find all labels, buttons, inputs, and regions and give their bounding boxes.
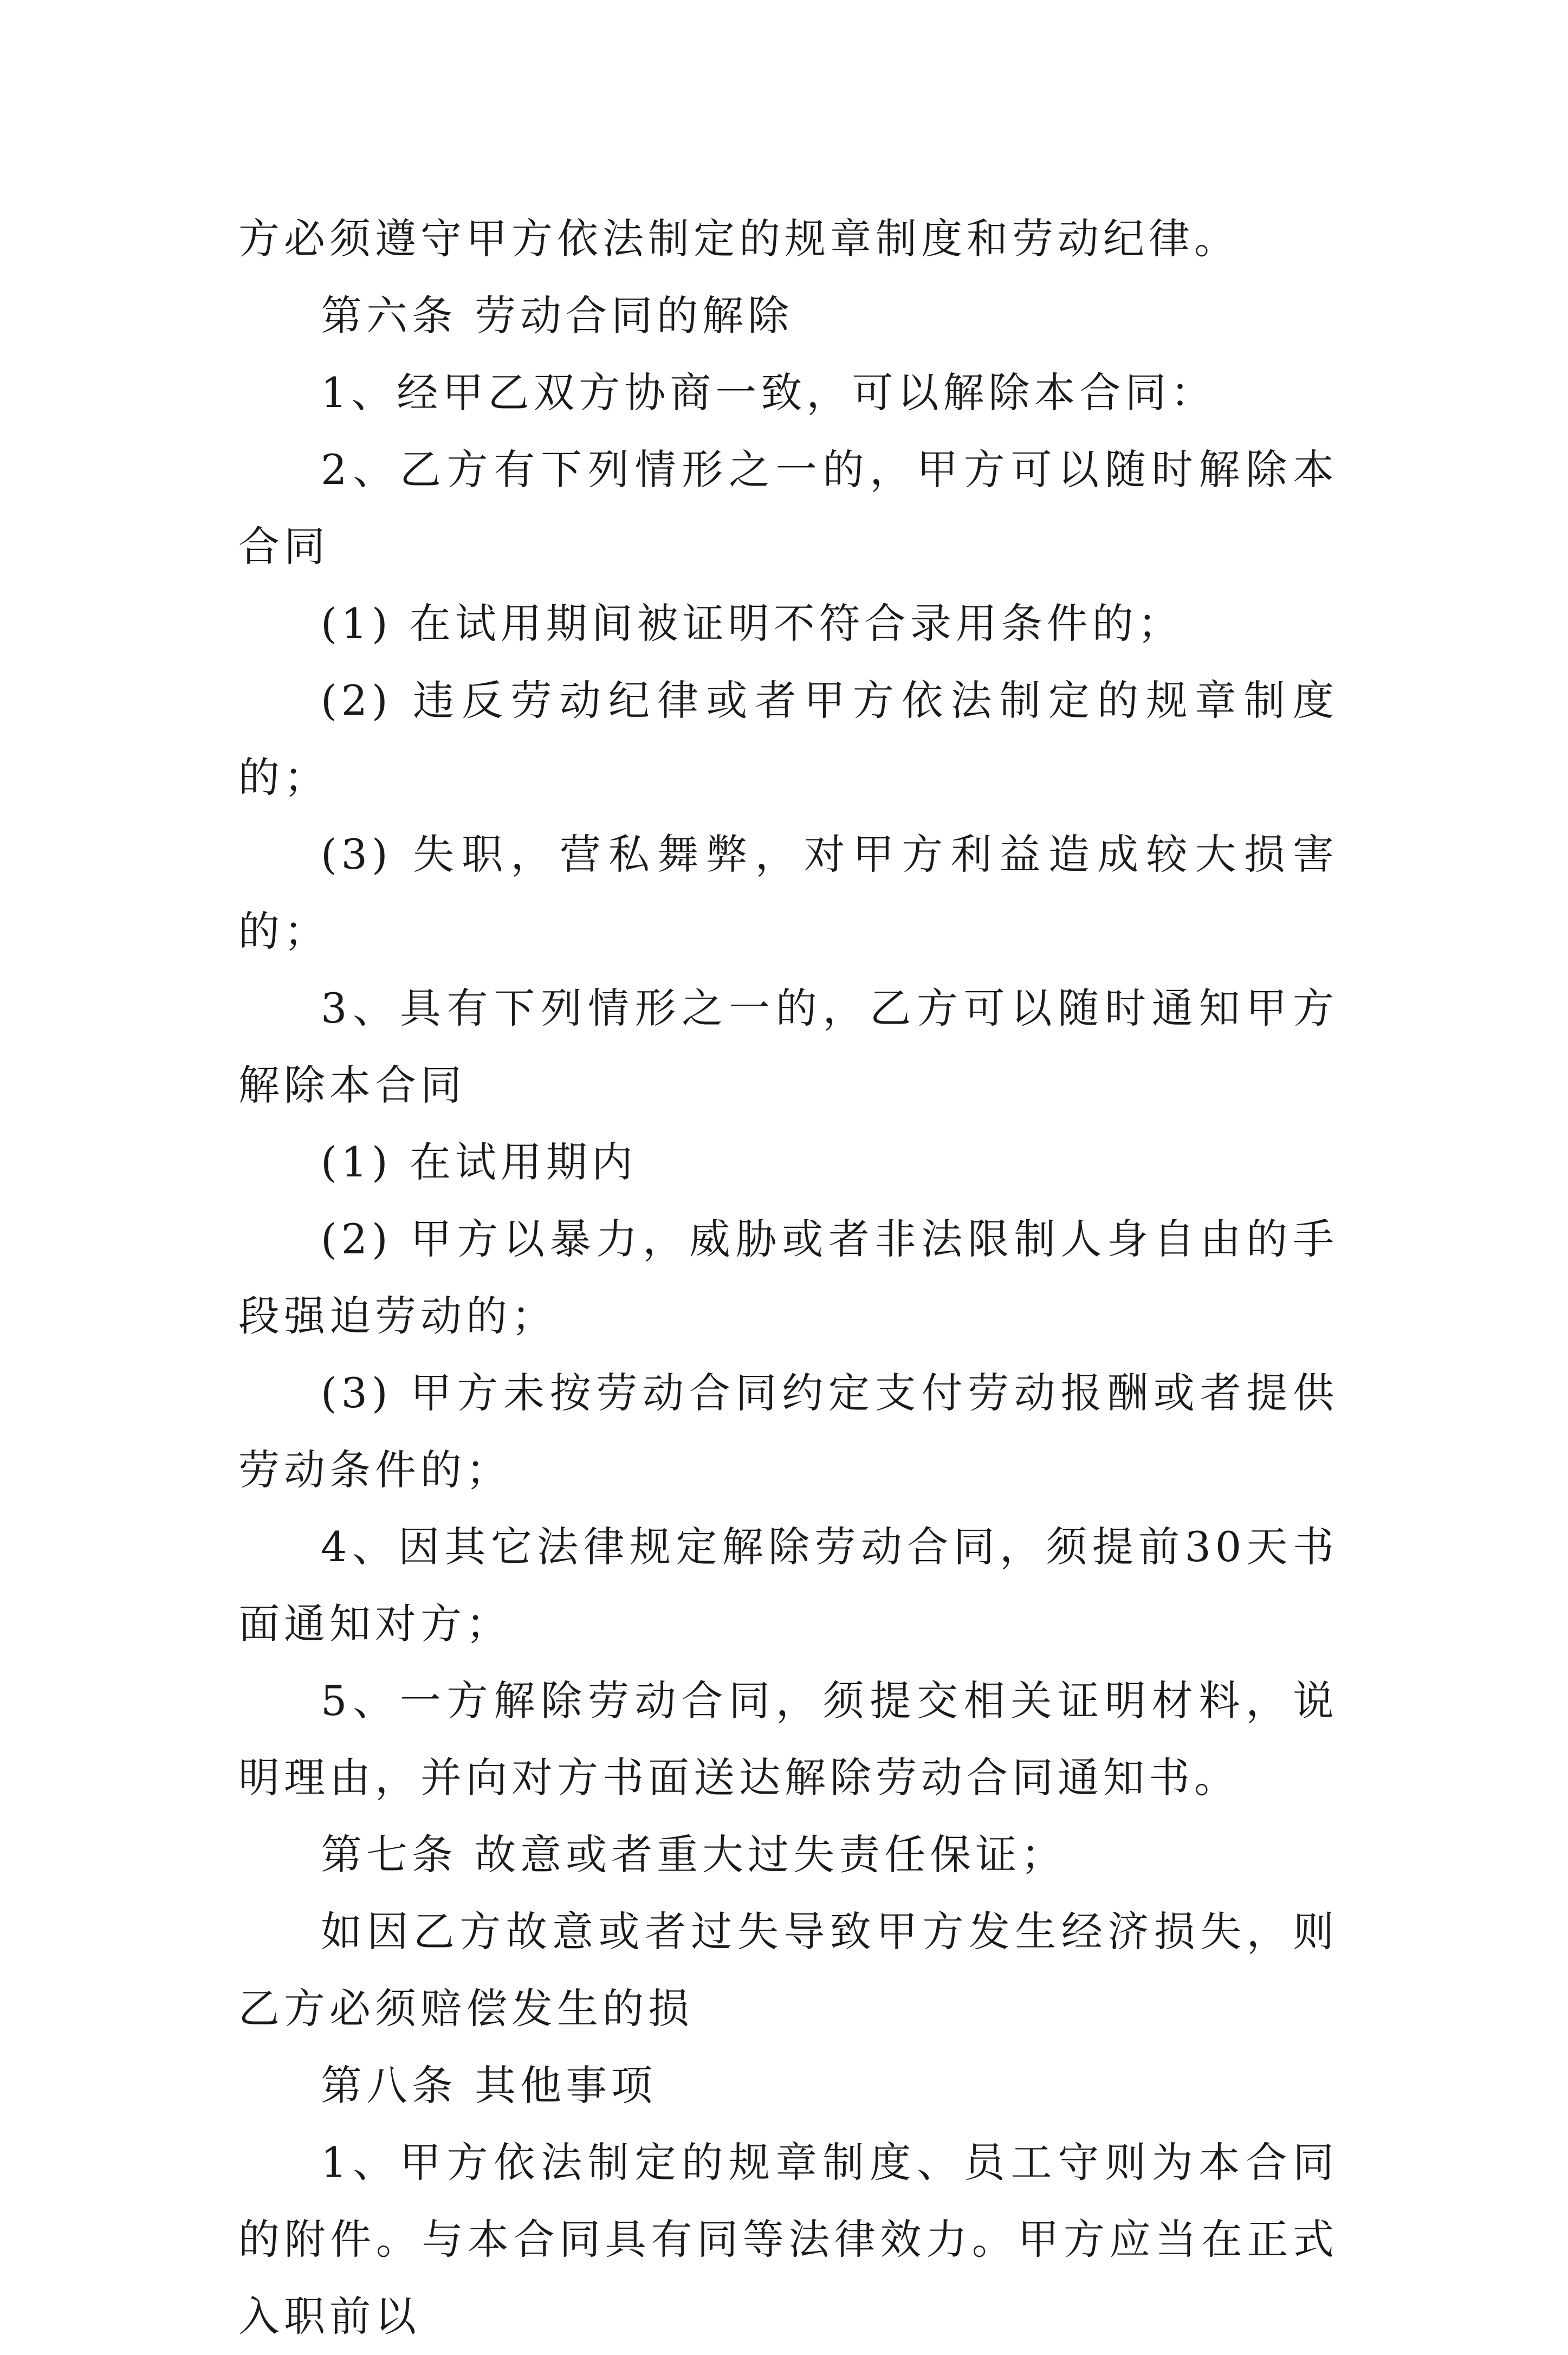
paragraph: 5、一方解除劳动合同，须提交相关证明材料，说明理由，并向对方书面送达解除劳动合同通知书。 — [238, 1677, 1338, 1802]
list-item: (3) 甲方未按劳动合同约定支付劳动报酬或者提供劳动条件的； — [238, 1369, 1338, 1494]
list-item: (2) 甲方以暴力，威胁或者非法限制人身自由的手段强迫劳动的； — [238, 1215, 1338, 1340]
list-item: (1) 在试用期内 — [321, 1138, 637, 1186]
article-8-heading: 第八条 其他事项 — [321, 2061, 657, 2110]
paragraph: 1、经甲乙双方协商一致，可以解除本合同： — [321, 368, 1216, 417]
paragraph: 方必须遵守甲方依法制定的规章制度和劳动纪律。 — [238, 215, 1240, 263]
paragraph: 1、甲方依法制定的规章制度、员工守则为本合同的附件。与本合同具有同等法律效力。甲方应当在正式入职前以 — [238, 2138, 1338, 2340]
list-item: (2) 违反劳动纪律或者甲方依法制定的规章制度的； — [238, 676, 1338, 801]
paragraph: 2、乙方有下列情形之一的，甲方可以随时解除本合同 — [238, 445, 1338, 571]
paragraph: 3、具有下列情形之一的，乙方可以随时通知甲方解除本合同 — [238, 984, 1338, 1109]
article-6-heading: 第六条 劳动合同的解除 — [321, 292, 794, 340]
paragraph: 4、因其它法律规定解除劳动合同，须提前30天书面通知对方； — [238, 1523, 1338, 1648]
list-item: (1) 在试用期间被证明不符合录用条件的； — [321, 599, 1183, 648]
document-body — [238, 200, 1338, 2355]
article-7-heading: 第七条 故意或者重大过失责任保证； — [321, 1830, 1067, 1879]
paragraph: 如因乙方故意或者过失导致甲方发生经济损失，则乙方必须赔偿发生的损 — [238, 1907, 1338, 2033]
list-item: (3) 失职，营私舞弊，对甲方利益造成较大损害的； — [238, 830, 1338, 955]
